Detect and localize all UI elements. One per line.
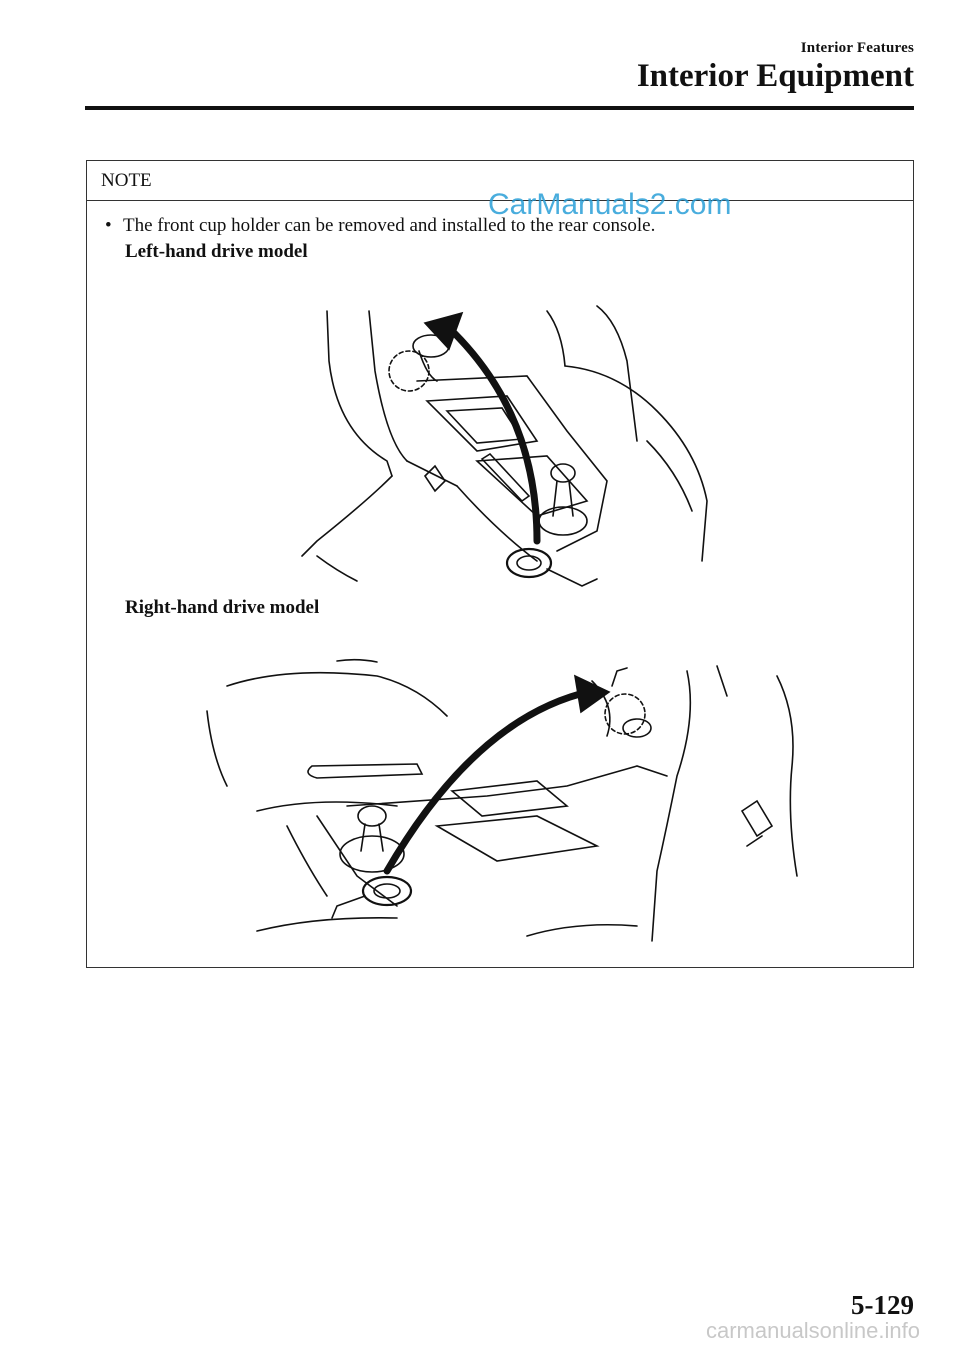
bullet-dot: •: [105, 215, 112, 236]
lhd-label: Left-hand drive model: [125, 241, 308, 262]
rhd-label: Right-hand drive model: [125, 597, 320, 618]
watermark-bottom: carmanualsonline.info: [705, 1318, 920, 1343]
page-title: Interior Equipment: [636, 58, 914, 94]
watermark-top: CarManuals2.com: [488, 188, 732, 221]
header-rule: [85, 106, 914, 110]
note-heading: NOTE: [87, 161, 913, 201]
cup-holder-lhd-icon: [297, 301, 717, 591]
section-label: Interior Features: [800, 40, 914, 56]
page-number: 5-129: [851, 1290, 914, 1320]
note-box: [86, 160, 914, 968]
note-bullet-text: The front cup holder can be removed and installed to the rear console.: [123, 215, 656, 236]
cup-holder-rhd-icon: [197, 656, 837, 956]
